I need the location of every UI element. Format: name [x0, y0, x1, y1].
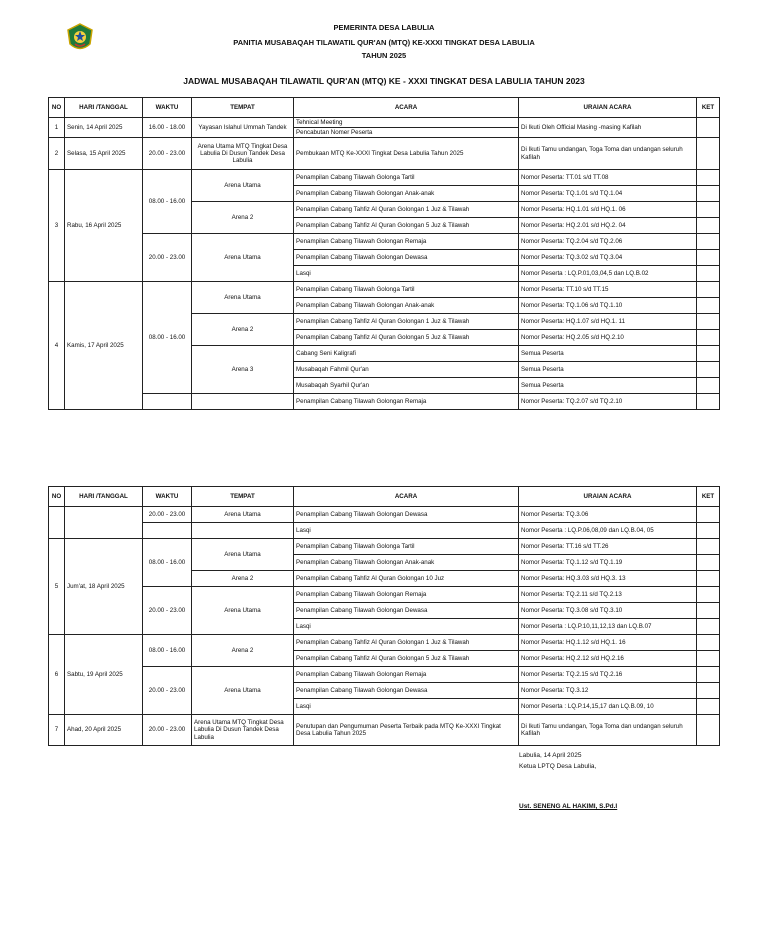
signature-role: Ketua LPTQ Desa Labulia,	[519, 763, 597, 770]
row-event: Penampilan Cabang Tilawah Golongan Dewasa	[294, 250, 519, 266]
schedule-table-1	[48, 97, 720, 410]
row-desc: Nomor Peserta: TQ.1.01 s/d TQ.1.04	[519, 186, 697, 202]
row-event: Penampilan Cabang Tilawah Golongan Anak-anak	[294, 555, 519, 571]
row-event: Pencabutan Nomer Peserta	[294, 128, 519, 138]
table-row	[49, 507, 720, 523]
row-place: Arena 2	[192, 635, 294, 667]
row-ket	[697, 346, 720, 362]
row-time	[143, 394, 192, 410]
row-event: Penampilan Cabang Tahfiz Al Quran Golongan 5 Juz & Tilawah	[294, 218, 519, 234]
row-place: Arena Utama	[192, 667, 294, 715]
row-event: Musabaqah Fahmil Qur'an	[294, 362, 519, 378]
row-time: 08.00 - 16.00	[143, 170, 192, 234]
row-ket	[697, 234, 720, 250]
row-desc: Nomor Peserta: TQ.3.08 s/d TQ.3.10	[519, 603, 697, 619]
table-row	[49, 234, 720, 250]
row-time: 20.00 - 23.00	[143, 715, 192, 746]
row-desc: Nomor Peserta: HQ.1.01 s/d HQ.1. 06	[519, 202, 697, 218]
row-place: Arena Utama MTQ Tingkat Desa Labulia Di Dusun Tandek Desa Labulia	[192, 138, 294, 170]
row-desc: Nomor Peserta: HQ.1.07 s/d HQ.1. 11	[519, 314, 697, 330]
row-desc: Di Ikuti Tamu undangan, Toga Toma dan undangan seluruh Kafilah	[519, 138, 697, 170]
table-row	[49, 118, 720, 128]
row-time: 20.00 - 23.00	[143, 507, 192, 523]
signature-name: Ust. SENENG AL HAKIMI, S.Pd.I	[519, 803, 618, 810]
row-ket	[697, 683, 720, 699]
table-row	[49, 282, 720, 298]
row-no: 7	[49, 715, 65, 746]
col-acara: ACARA	[294, 98, 519, 118]
row-desc: Nomor Peserta: HQ.2.01 s/d HQ.2. 04	[519, 218, 697, 234]
row-day	[65, 507, 143, 539]
col-uraian: URAIAN ACARA	[519, 98, 697, 118]
row-place: Arena 3	[192, 346, 294, 394]
row-event: Lasqi	[294, 619, 519, 635]
table-row	[49, 523, 720, 539]
col-tempat: TEMPAT	[192, 98, 294, 118]
header-line-3: TAHUN 2025	[361, 51, 407, 60]
col-waktu: WAKTU	[143, 98, 192, 118]
row-day: Senin, 14 April 2025	[65, 118, 143, 138]
row-desc: Nomor Peserta : LQ.P.01,03,04,5 dan LQ.B.02	[519, 266, 697, 282]
row-event: Penampilan Cabang Tahfiz Al Quran Golongan 1 Juz & Tilawah	[294, 202, 519, 218]
table-header-row	[49, 98, 720, 118]
row-place: Yayasan Islahul Ummah Tandek	[192, 118, 294, 138]
table-row	[49, 539, 720, 555]
row-event: Penampilan Cabang Tilawah Golonga Tartil	[294, 170, 519, 186]
signature-place-date: Labulia, 14 April 2025	[519, 752, 582, 759]
row-event: Penampilan Cabang Tilawah Golongan Anak-anak	[294, 298, 519, 314]
row-no: 2	[49, 138, 65, 170]
row-place: Arena Utama	[192, 507, 294, 523]
row-desc: Nomor Peserta : LQ.P.06,08,09 dan LQ.B.04, 05	[519, 523, 697, 539]
row-ket	[697, 378, 720, 394]
row-ket	[697, 539, 720, 555]
row-desc: Nomor Peserta: TT.16 s/d TT.26	[519, 539, 697, 555]
row-event: Lasqi	[294, 699, 519, 715]
row-desc: Di Ikuti Tamu undangan, Toga Toma dan undangan seluruh Kafilah	[519, 715, 697, 746]
col-uraian: URAIAN ACARA	[519, 487, 697, 507]
row-event: Penampilan Cabang Tahfiz Al Quran Golongan 1 Juz & Tilawah	[294, 635, 519, 651]
row-no: 6	[49, 635, 65, 715]
row-ket	[697, 619, 720, 635]
row-no: 3	[49, 170, 65, 282]
row-time: 08.00 - 16.00	[143, 282, 192, 394]
row-ket	[697, 587, 720, 603]
row-time: 08.00 - 16.00	[143, 539, 192, 587]
row-ket	[697, 699, 720, 715]
row-ket	[697, 118, 720, 138]
row-ket	[697, 202, 720, 218]
col-acara: ACARA	[294, 487, 519, 507]
row-event: Lasqi	[294, 266, 519, 282]
row-desc: Nomor Peserta: TQ.2.04 s/d TQ.2.06	[519, 234, 697, 250]
row-event: Penampilan Cabang Tilawah Golongan Anak-anak	[294, 186, 519, 202]
table-row	[49, 170, 720, 186]
row-day: Sabtu, 19 April 2025	[65, 635, 143, 715]
row-place	[192, 523, 294, 539]
row-desc: Nomor Peserta: HQ.2.05 s/d HQ.2.10	[519, 330, 697, 346]
row-no: 4	[49, 282, 65, 410]
col-hari: HARI /TANGGAL	[65, 487, 143, 507]
col-ket: KET	[697, 98, 720, 118]
col-waktu: WAKTU	[143, 487, 192, 507]
schedule-table-2	[48, 486, 720, 746]
row-event: Penampilan Cabang Tahfiz Al Quran Golongan 5 Juz & Tilawah	[294, 651, 519, 667]
row-ket	[697, 362, 720, 378]
row-ket	[697, 651, 720, 667]
row-time: 08.00 - 16.00	[143, 635, 192, 667]
row-ket	[697, 186, 720, 202]
col-no: NO	[49, 487, 65, 507]
row-day: Jum'at, 18 April 2025	[65, 539, 143, 635]
row-event: Penampilan Cabang Tilawah Golongan Dewasa	[294, 507, 519, 523]
row-desc: Nomor Peserta: HQ.2.12 s/d HQ.2.16	[519, 651, 697, 667]
table-row	[49, 715, 720, 746]
row-ket	[697, 715, 720, 746]
row-time: 16.00 - 18.00	[143, 118, 192, 138]
document-title: JADWAL MUSABAQAH TILAWATIL QUR'AN (MTQ) KE - XXXI TINGKAT DESA LABULIA TAHUN 2023	[183, 76, 585, 86]
row-desc: Semua Peserta	[519, 378, 697, 394]
row-event: Penampilan Cabang Tilawah Golongan Remaja	[294, 667, 519, 683]
row-time: 20.00 - 23.00	[143, 138, 192, 170]
row-desc: Semua Peserta	[519, 362, 697, 378]
row-event: Penampilan Cabang Tilawah Golonga Tartil	[294, 282, 519, 298]
row-event: Penampilan Cabang Tilawah Golonga Tartil	[294, 539, 519, 555]
row-ket	[697, 330, 720, 346]
col-no: NO	[49, 98, 65, 118]
row-day: Rabu, 16 April 2025	[65, 170, 143, 282]
row-desc: Nomor Peserta: TT.10 s/d TT.15	[519, 282, 697, 298]
row-ket	[697, 603, 720, 619]
row-ket	[697, 555, 720, 571]
row-desc: Nomor Peserta: TQ.2.15 s/d TQ.2.16	[519, 667, 697, 683]
row-ket	[697, 635, 720, 651]
row-place: Arena Utama	[192, 587, 294, 635]
row-ket	[697, 282, 720, 298]
row-event: Penampilan Cabang Tilawah Golongan Dewasa	[294, 603, 519, 619]
row-ket	[697, 314, 720, 330]
row-event: Penampilan Cabang Tahfiz Al Quran Golongan 10 Juz	[294, 571, 519, 587]
table-row	[49, 635, 720, 651]
row-day: Kamis, 17 April 2025	[65, 282, 143, 410]
row-ket	[697, 667, 720, 683]
row-event: Pembukaan MTQ Ke-XXXI Tingkat Desa Labulia Tahun 2025	[294, 138, 519, 170]
row-event: Lasqi	[294, 523, 519, 539]
row-event: Penampilan Cabang Tilawah Golongan Remaja	[294, 234, 519, 250]
table-row	[49, 667, 720, 683]
row-desc: Nomor Peserta: TQ.3.12	[519, 683, 697, 699]
row-ket	[697, 266, 720, 282]
row-desc: Nomor Peserta : LQ.P.10,11,12,13 dan LQ.B.07	[519, 619, 697, 635]
row-event: Penampilan Cabang Tilawah Golongan Remaja	[294, 587, 519, 603]
row-desc: Nomor Peserta: HQ.1.12 s/d HQ.1. 16	[519, 635, 697, 651]
row-place: Arena Utama	[192, 234, 294, 282]
row-place: Arena 2	[192, 202, 294, 234]
row-time: 20.00 - 23.00	[143, 587, 192, 635]
row-ket	[697, 523, 720, 539]
col-hari: HARI /TANGGAL	[65, 98, 143, 118]
row-ket	[697, 298, 720, 314]
row-event: Penampilan Cabang Tahfiz Al Quran Golongan 5 Juz & Tilawah	[294, 330, 519, 346]
row-desc: Nomor Peserta: TQ.2.07 s/d TQ.2.10	[519, 394, 697, 410]
table-row	[49, 394, 720, 410]
row-no	[49, 507, 65, 539]
row-time: 20.00 - 23.00	[143, 234, 192, 282]
header-line-1: PEMERINTA DESA LABULIA	[333, 23, 435, 32]
row-no: 5	[49, 539, 65, 635]
row-desc: Nomor Peserta: TQ.1.06 s/d TQ.1.10	[519, 298, 697, 314]
row-event: Cabang Seni Kaligrafi	[294, 346, 519, 362]
row-event: Penampilan Cabang Tahfiz Al Quran Golongan 1 Juz & Tilawah	[294, 314, 519, 330]
row-place	[192, 394, 294, 410]
row-place: Arena Utama MTQ Tingkat Desa Labulia Di Dusun Tandek Desa Labulia	[192, 715, 294, 746]
row-place: Arena Utama	[192, 282, 294, 314]
row-ket	[697, 170, 720, 186]
row-ket	[697, 507, 720, 523]
row-time: 20.00 - 23.00	[143, 667, 192, 715]
row-place: Arena Utama	[192, 170, 294, 202]
col-ket: KET	[697, 487, 720, 507]
row-desc: Nomor Peserta: TQ.2.11 s/d TQ.2.13	[519, 587, 697, 603]
row-desc: Semua Peserta	[519, 346, 697, 362]
row-event: Penampilan Cabang Tilawah Golongan Remaja	[294, 394, 519, 410]
row-no: 1	[49, 118, 65, 138]
row-place: Arena 2	[192, 314, 294, 346]
header-line-2: PANITIA MUSABAQAH TILAWATIL QUR'AN (MTQ) KE-XXXI TINGKAT DESA LABULIA	[233, 38, 535, 47]
table-header-row	[49, 487, 720, 507]
row-desc: Nomor Peserta : LQ.P.14,15,17 dan LQ.B.09, 10	[519, 699, 697, 715]
row-day: Selasa, 15 April 2025	[65, 138, 143, 170]
row-desc: Nomor Peserta: TQ.3.06	[519, 507, 697, 523]
row-ket	[697, 138, 720, 170]
row-event: Penampilan Cabang Tilawah Golongan Dewasa	[294, 683, 519, 699]
table-row	[49, 587, 720, 603]
row-place: Arena 2	[192, 571, 294, 587]
table-row	[49, 138, 720, 170]
row-desc: Di Ikuti Oleh Official Masing -masing Kafilah	[519, 118, 697, 138]
col-tempat: TEMPAT	[192, 487, 294, 507]
row-ket	[697, 250, 720, 266]
row-desc: Nomor Peserta: HQ.3.03 s/d HQ.3. 13	[519, 571, 697, 587]
row-ket	[697, 571, 720, 587]
row-event: Tehnical Meeting	[294, 118, 519, 128]
row-ket	[697, 394, 720, 410]
row-desc: Nomor Peserta: TT.01 s/d TT.08	[519, 170, 697, 186]
row-event: Penutupan dan Pengumuman Peserta Terbaik pada MTQ Ke-XXXI Tingkat Desa Labulia Tahun 2025	[294, 715, 519, 746]
row-time	[143, 523, 192, 539]
row-ket	[697, 218, 720, 234]
row-event: Musabaqah Syarhil Qur'an	[294, 378, 519, 394]
row-desc: Nomor Peserta: TQ.1.12 s/d TQ.1.19	[519, 555, 697, 571]
row-place: Arena Utama	[192, 539, 294, 571]
row-day: Ahad, 20 April 2025	[65, 715, 143, 746]
row-desc: Nomor Peserta: TQ.3.02 s/d TQ.3.04	[519, 250, 697, 266]
